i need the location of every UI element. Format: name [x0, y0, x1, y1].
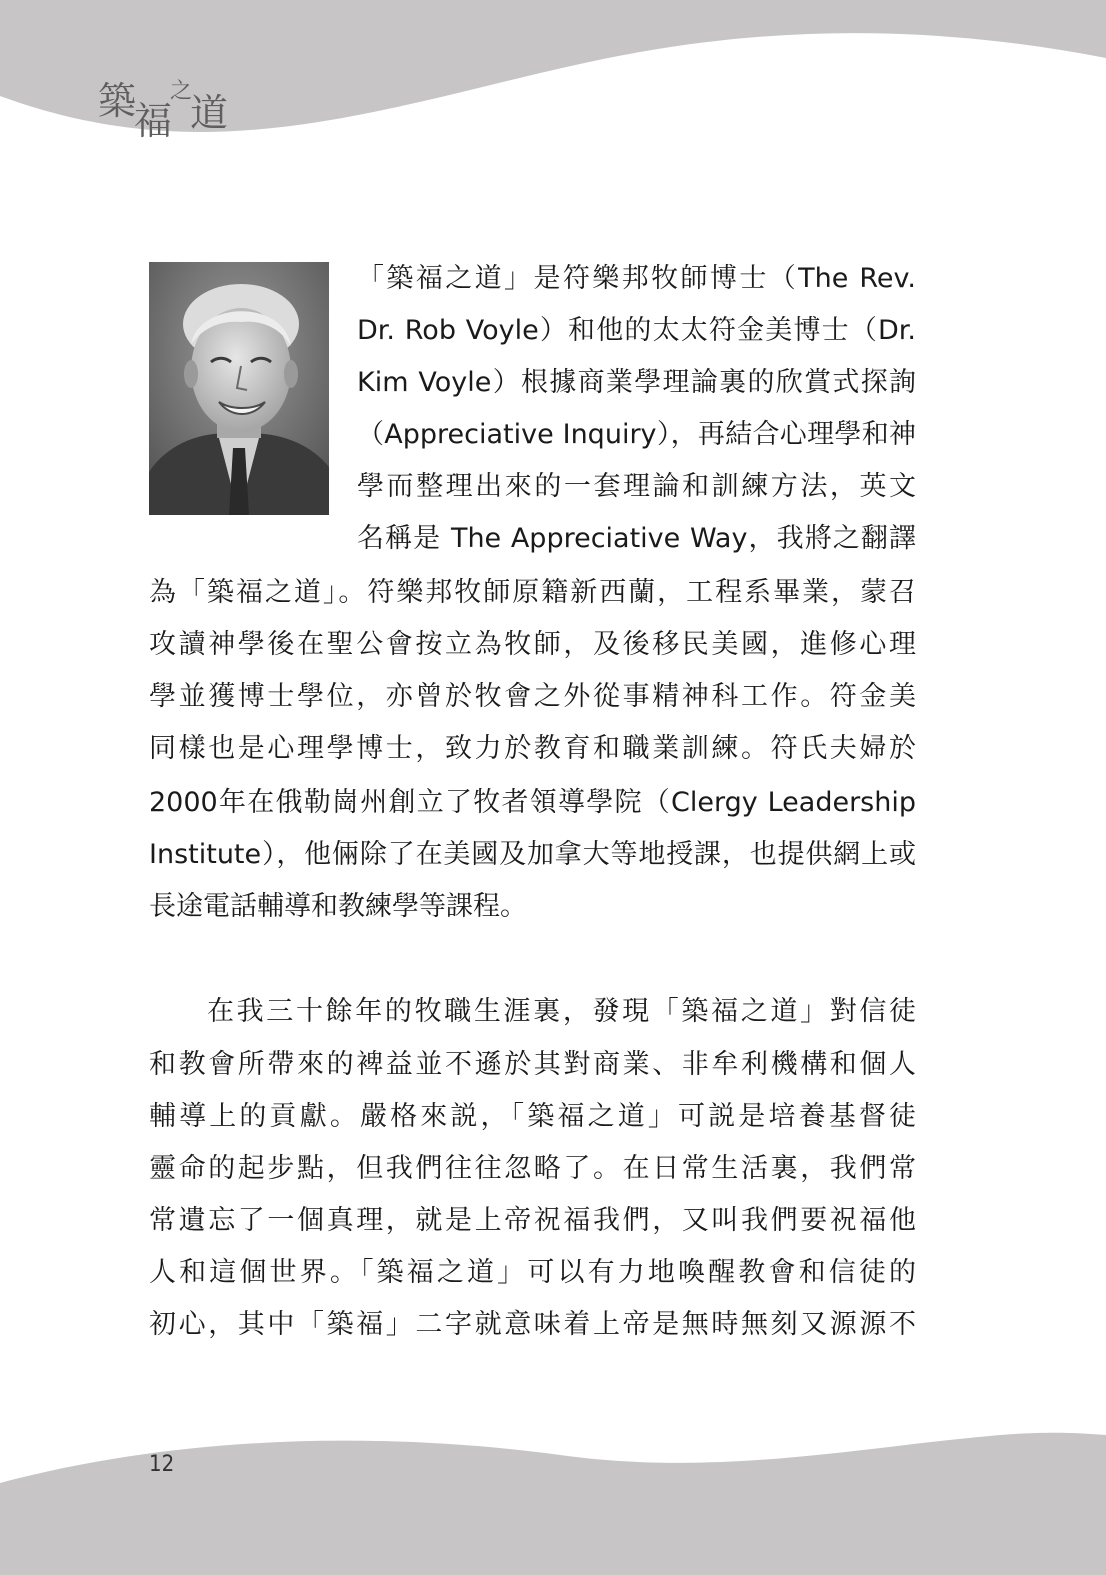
paragraph-1-line-2: Dr. Rob Voyle）和他的太太符金美博士（Dr.: [357, 315, 916, 346]
paragraph-1-line-3: Kim Voyle）根據商業學理論裏的欣賞式探詢: [357, 367, 916, 398]
paragraph-2-line-3: 輔導上的貢獻。嚴格來説，「築福之道」可説是培養基督徒: [149, 1101, 916, 1132]
paragraph-1-line-6: 名稱是 The Appreciative Way，我將之翻譯: [357, 523, 916, 554]
paragraph-1-line-8: 攻讀神學後在聖公會按立為牧師，及後移民美國，進修心理: [149, 629, 916, 660]
paragraph-1-line-11: 2000年在俄勒崗州創立了牧者領導學院（Clergy Leadership: [149, 787, 916, 818]
paragraph-1-line-13: 長途電話輔導和教練學等課程。: [149, 891, 527, 922]
paragraph-2-line-4: 靈命的起步點，但我們往往忽略了。在日常生活裏，我們常: [149, 1153, 916, 1184]
page-number: 12: [149, 1452, 175, 1477]
footer-wave-band: [0, 1395, 1106, 1575]
book-logo: [98, 66, 238, 143]
author-portrait-photo: [149, 262, 329, 515]
paragraph-2-line-1: 在我三十餘年的牧職生涯裏，發現「築福之道」對信徒: [207, 996, 916, 1027]
logo-char-4: 道: [190, 91, 230, 135]
paragraph-1-line-10: 同樣也是心理學博士，致力於教育和職業訓練。符氏夫婦於: [149, 733, 916, 764]
paragraph-1-line-12: Institute），他倆除了在美國及加拿大等地授課，也提供網上或: [149, 839, 916, 870]
paragraph-1-line-7: 為「築福之道」。符樂邦牧師原籍新西蘭，工程系畢業，蒙召: [149, 577, 916, 608]
paragraph-1-line-5: 學而整理出來的一套理論和訓練方法，英文: [357, 471, 916, 502]
paragraph-1-line-1: 「築福之道」是符樂邦牧師博士（The Rev.: [357, 263, 916, 294]
paragraph-2-line-5: 常遺忘了一個真理，就是上帝祝福我們，又叫我們要祝福他: [149, 1205, 916, 1236]
logo-char-1: 築: [98, 79, 138, 123]
logo-char-2: 福: [134, 99, 174, 143]
paragraph-2-line-2: 和教會所帶來的裨益並不遜於其對商業、非牟利機構和個人: [149, 1049, 916, 1080]
logo-char-3: 之: [170, 79, 194, 104]
paragraph-1-line-9: 學並獲博士學位，亦曾於牧會之外從事精神科工作。符金美: [149, 681, 916, 712]
paragraph-2-line-7: 初心，其中「築福」二字就意味着上帝是無時無刻又源源不: [149, 1309, 916, 1340]
paragraph-1-line-4: （Appreciative Inquiry），再結合心理學和神: [357, 419, 916, 450]
paragraph-2-line-6: 人和這個世界。「築福之道」可以有力地喚醒教會和信徒的: [149, 1257, 916, 1288]
